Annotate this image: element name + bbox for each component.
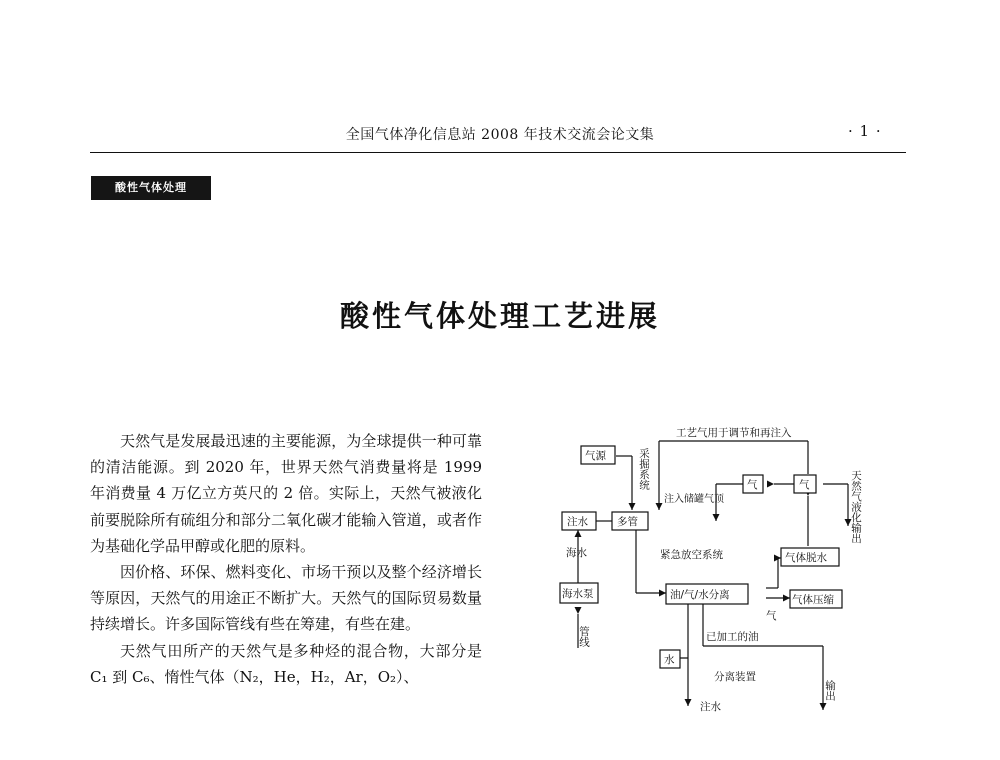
header-rule [90,152,906,153]
emergency-vent-label: 紧急放空系统 [660,549,723,561]
gas-dehydration-label: 气体脱水 [785,552,827,564]
manifold-label: 多管 [617,516,638,528]
storage-injection-label: 注入储罐气顶 [664,494,724,505]
paragraph-1: 天然气是发展最迅速的主要能源，为全球提供一种可靠的清洁能源。到 2020 年，世界天然气消费量将是 1999 年消费量 4 万亿立方英尺的 2 倍。实际上，天然气被液化前要脱除所有硫组分和部分二氧化碳才能输入管道，或者作为基础化学品甲醇或化肥的原料。 [90,432,482,555]
gas-box-1-label: 气 [747,479,758,491]
article-title: 酸性气体处理工艺进展 [339,299,660,333]
gas-flow-label: 气 [766,610,777,622]
seawater-pump-label: 海水泵 [562,588,594,600]
injection-water-label: 注水 [567,516,588,528]
page-number: · 1 · [848,122,882,140]
processed-oil-label: 已加工的油 [706,631,759,643]
gas-compression-label: 气体压缩 [792,594,834,606]
running-header: 全国气体净化信息站 2008 年技术交流会论文集 [345,127,655,143]
water-box-label: 水 [664,654,675,666]
process-flow-diagram [548,418,878,730]
pipeline-label: 管线 [578,626,590,647]
output-label: 输出 [824,680,836,701]
lng-output-label: 天然气液化输出 [850,470,862,544]
separator-label: 油/气/水分离 [670,589,730,601]
gas-box-2-label: 气 [799,479,810,491]
section-tag: 酸性气体处理 [91,176,211,200]
seawater-label: 海水 [566,547,587,559]
paragraph-2: 因价格、环保、燃料变化、市场干预以及整个经济增长等原因，天然气的用途正不断扩大。天然气的国际贸易数量持续增长。许多国际管线有些在筹建，有些在建。 [90,563,482,634]
body-text [90,428,482,690]
bottom-water-injection-label: 注水 [700,701,721,713]
mining-system-label: 采掘系统 [638,448,650,490]
recycle-label: 工艺气用于调节和再注入 [676,427,792,439]
separation-unit-label: 分离装置 [714,671,756,683]
gas-source-label: 气源 [585,450,606,462]
paragraph-3: 天然气田所产的天然气是多种烃的混合物，大部分是 C₁ 到 C₆、惰性气体（N₂，He，H₂，Ar，O₂）、 [90,641,482,686]
